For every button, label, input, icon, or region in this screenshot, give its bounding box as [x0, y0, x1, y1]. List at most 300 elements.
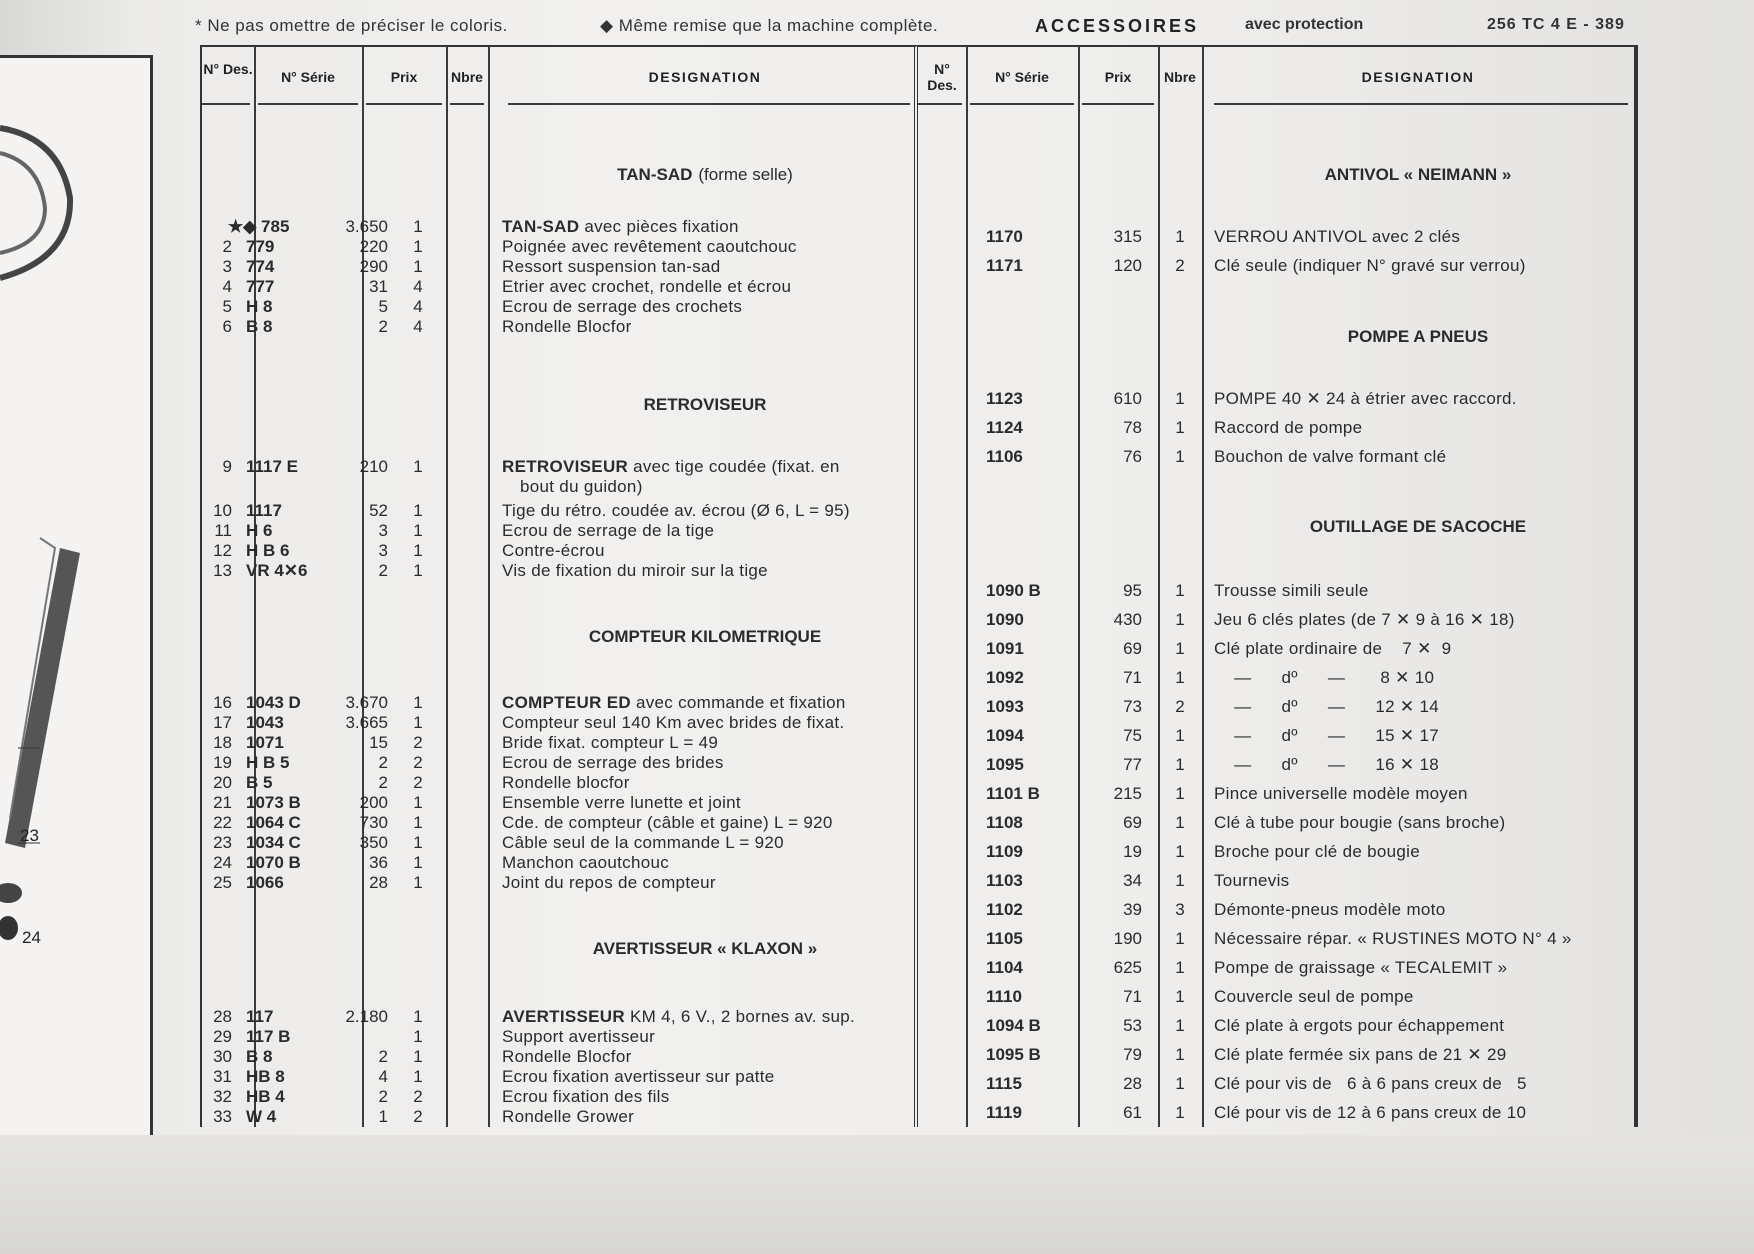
row-des-number: 12 [213, 541, 232, 560]
row-des-number: 25 [213, 873, 232, 892]
row-quantity: 1 [413, 521, 423, 540]
row-designation [502, 1087, 670, 1107]
table-row [918, 929, 1634, 949]
row-serial-number: H 8 [246, 297, 273, 316]
row-serial-number: 774 [246, 257, 275, 276]
row-quantity: 2 [413, 1107, 423, 1126]
row-designation-text: bout du guidon) [520, 477, 643, 496]
row-price: 200 [359, 793, 388, 812]
row-designation [502, 793, 741, 813]
row-designation-text: Manchon caoutchouc [502, 853, 670, 872]
table-row [918, 418, 1634, 438]
row-des-number: 28 [213, 1007, 232, 1026]
row-designation-text: Rondelle Blocfor [502, 1047, 632, 1066]
table-row [202, 521, 916, 541]
row-price: 190 [1113, 929, 1142, 948]
row-serial-number: B 8 [246, 317, 273, 336]
row-designation: Clé pour vis de 6 à 6 pans creux de 5 [1214, 1074, 1527, 1093]
row-quantity: 1 [1175, 1045, 1185, 1064]
row-des-number: 24 [213, 853, 232, 872]
row-quantity: 2 [1175, 256, 1185, 275]
row-serial-number: 1043 [246, 713, 284, 732]
row-quantity: 2 [413, 1087, 423, 1106]
row-designation: POMPE 40 ✕ 24 à étrier avec raccord. [1214, 389, 1517, 408]
row-quantity: 1 [1175, 610, 1185, 629]
row-price: 15 [369, 733, 388, 752]
row-des-number: 13 [213, 561, 232, 580]
right-parts-table [914, 45, 1638, 1127]
row-price: 79 [1123, 1045, 1142, 1064]
row-price: 215 [1113, 784, 1142, 803]
row-price: 73 [1123, 697, 1142, 716]
section-title [500, 395, 910, 415]
row-price: 71 [1123, 987, 1142, 1006]
row-des-number: 19 [213, 753, 232, 772]
row-designation [502, 561, 768, 581]
row-designation: Trousse simili seule [1214, 581, 1369, 600]
row-designation [502, 277, 791, 297]
row-quantity: 1 [1175, 726, 1185, 745]
row-price: 5 [378, 297, 388, 316]
row-designation: Pompe de graissage « TECALEMIT » [1214, 958, 1508, 977]
table-row [918, 610, 1634, 630]
row-designation-text: Etrier avec crochet, rondelle et écrou [502, 277, 792, 296]
row-serial-number: 777 [246, 277, 275, 296]
row-serial-number: 1117 [246, 501, 282, 520]
row-quantity: 1 [1175, 929, 1185, 948]
row-serial-number: H B 5 [246, 753, 290, 772]
row-designation-bold: RETROVISEUR [502, 457, 629, 476]
row-des-number: 3 [222, 257, 232, 276]
row-quantity: 1 [1175, 1016, 1185, 1035]
row-designation [502, 457, 840, 477]
section-title [500, 627, 910, 647]
row-designation-text: Compteur seul 140 Km avec brides de fixat. [502, 713, 845, 732]
row-des-number: 17 [213, 713, 232, 732]
row-designation-text: Ecrou de serrage de la tige [502, 521, 715, 540]
row-price: 610 [1113, 389, 1142, 408]
row-price: 3.670 [345, 693, 388, 712]
row-quantity: 2 [413, 733, 423, 752]
table-row [202, 317, 916, 337]
row-designation [502, 773, 630, 793]
row-serial-number: 1071 [246, 733, 284, 752]
row-price: 31 [369, 277, 388, 296]
table-row [918, 958, 1634, 978]
row-price: 210 [359, 457, 388, 476]
section-title-suffix: (forme selle) [698, 165, 793, 184]
table-row [202, 813, 916, 833]
section-title: POMPE A PNEUS [1347, 327, 1489, 346]
row-serial-number: 1170 [986, 227, 1023, 246]
row-designation-text: avec tige coudée (fixat. en [628, 457, 840, 476]
row-price: 77 [1123, 755, 1142, 774]
row-designation-text: Rondelle Grower [502, 1107, 635, 1126]
row-designation [502, 693, 846, 713]
row-designation-text: Ecrou de serrage des crochets [502, 297, 743, 316]
row-serial-number: 1034 C [246, 833, 301, 852]
row-des-number: 20 [213, 773, 232, 792]
row-quantity: 1 [1175, 227, 1185, 246]
row-serial-number: H B 6 [246, 541, 290, 560]
table-row [918, 1016, 1634, 1036]
row-designation-text: Ecrou de serrage des brides [502, 753, 724, 772]
row-designation [502, 1067, 775, 1087]
table-row [202, 501, 916, 521]
row-quantity: 1 [413, 1047, 423, 1066]
row-serial-number: ★◆ 785 [228, 217, 290, 236]
row-price: 3.650 [345, 217, 388, 236]
row-designation-text: Ecrou fixation des fils [502, 1087, 670, 1106]
row-designation [502, 541, 605, 561]
row-serial-number: 1123 [986, 389, 1023, 408]
row-serial-number: 1095 B [986, 1045, 1041, 1064]
table-row [202, 833, 916, 853]
row-quantity: 1 [413, 1067, 423, 1086]
row-des-number: 29 [213, 1027, 232, 1046]
row-serial-number: 1066 [246, 873, 284, 892]
figure-label-24: 24 [22, 928, 41, 947]
row-quantity: 1 [1175, 784, 1185, 803]
page-bottom-margin [0, 1135, 1754, 1254]
row-des-number: 5 [222, 297, 232, 316]
col-header-serie: N° Série [281, 69, 335, 85]
table-row [202, 693, 916, 713]
table-row [202, 1107, 916, 1127]
row-designation-text: Câble seul de la commande L = 920 [502, 833, 784, 852]
row-des-number: 23 [213, 833, 232, 852]
row-serial-number: 1105 [986, 929, 1023, 948]
row-price: 95 [1123, 581, 1142, 600]
row-quantity: 1 [1175, 842, 1185, 861]
table-row [918, 697, 1634, 717]
row-designation-text: Poignée avec revêtement caoutchouc [502, 237, 797, 256]
row-serial-number: 1171 [986, 256, 1023, 275]
row-quantity: 4 [413, 277, 423, 296]
row-serial-number: B 8 [246, 1047, 273, 1066]
row-serial-number: 1091 [986, 639, 1024, 658]
row-price: 28 [1123, 1074, 1142, 1093]
section-title-main: AVERTISSEUR « KLAXON » [592, 939, 818, 958]
row-des-number: 4 [222, 277, 232, 296]
row-price: 1 [378, 1107, 388, 1126]
row-price: 2 [378, 1047, 388, 1066]
row-quantity: 1 [413, 237, 423, 256]
row-designation: Bouchon de valve formant clé [1214, 447, 1447, 466]
row-quantity: 4 [413, 317, 423, 336]
row-serial-number: 1094 [986, 726, 1024, 745]
row-designation-text: Bride fixat. compteur L = 49 [502, 733, 719, 752]
row-designation-text: Joint du repos de compteur [502, 873, 716, 892]
page-reference: 256 TC 4 E - 389 [1487, 16, 1625, 33]
row-quantity: 1 [413, 561, 423, 580]
row-price: 430 [1113, 610, 1142, 629]
row-designation-text: Cde. de compteur (câble et gaine) L = 920 [502, 813, 833, 832]
row-designation-text: Vis de fixation du miroir sur la tige [502, 561, 768, 580]
row-designation-text: Ecrou fixation avertisseur sur patte [502, 1067, 775, 1086]
row-designation-bold: COMPTEUR ED [502, 693, 631, 712]
row-des-number: 33 [213, 1107, 232, 1126]
table-row [202, 873, 916, 893]
row-serial-number: 1094 B [986, 1016, 1041, 1035]
row-designation-text: Support avertisseur [502, 1027, 656, 1046]
row-designation [520, 477, 643, 497]
row-quantity: 1 [1175, 958, 1185, 977]
table-row [918, 784, 1634, 804]
table-row [918, 668, 1634, 688]
table-row [918, 227, 1634, 247]
row-quantity: 1 [413, 541, 423, 560]
row-des-number: 22 [213, 813, 232, 832]
row-price: 76 [1123, 447, 1142, 466]
table-row [918, 842, 1634, 862]
row-quantity: 1 [413, 257, 423, 276]
row-serial-number: 117 B [246, 1027, 291, 1046]
row-serial-number: 1119 [986, 1103, 1022, 1122]
row-serial-number: VR 4✕6 [246, 561, 308, 580]
row-price: 350 [359, 833, 388, 852]
figure-label-23: 23 [20, 826, 39, 845]
row-serial-number: 1093 [986, 697, 1024, 716]
table-row [918, 726, 1634, 746]
row-price: 3 [378, 521, 388, 540]
row-designation-text: Rondelle Blocfor [502, 317, 632, 336]
table-row [202, 477, 916, 497]
row-des-number: 6 [222, 317, 232, 336]
table-row [202, 257, 916, 277]
row-designation: Clé plate fermée six pans de 21 ✕ 29 [1214, 1045, 1507, 1064]
row-quantity: 1 [413, 693, 423, 712]
table-row [918, 755, 1634, 775]
row-serial-number: 1102 [986, 900, 1023, 919]
table-row [202, 1007, 916, 1027]
row-designation [502, 1047, 632, 1067]
row-quantity: 1 [1175, 987, 1185, 1006]
row-designation: Broche pour clé de bougie [1214, 842, 1420, 861]
row-designation-text: Rondelle blocfor [502, 773, 630, 792]
row-price: 78 [1123, 418, 1142, 437]
col-header-designation: DESIGNATION [648, 69, 762, 85]
row-des-number: 16 [213, 693, 232, 712]
row-price: 28 [369, 873, 388, 892]
row-designation [502, 217, 739, 237]
row-designation-text: Tige du rétro. coudée av. écrou (Ø 6, L = 95) [502, 501, 850, 520]
row-serial-number: 1115 [986, 1074, 1022, 1093]
row-quantity: 2 [413, 753, 423, 772]
row-price: 4 [378, 1067, 388, 1086]
row-designation: Clé pour vis de 12 à 6 pans creux de 10 [1214, 1103, 1527, 1122]
table-row [202, 753, 916, 773]
row-designation [502, 1107, 634, 1127]
row-designation: Clé à tube pour bougie (sans broche) [1214, 813, 1506, 832]
row-serial-number: 1043 D [246, 693, 301, 712]
row-designation [502, 753, 724, 773]
table-row [918, 987, 1634, 1007]
row-price: 2 [378, 773, 388, 792]
row-price: 315 [1113, 227, 1142, 246]
table-row [202, 1027, 916, 1047]
row-quantity: 1 [413, 1007, 423, 1026]
row-price: 19 [1123, 842, 1142, 861]
row-serial-number: B 5 [246, 773, 273, 792]
row-designation: — dº — 15 ✕ 17 [1214, 726, 1439, 745]
page-header [195, 12, 1754, 42]
table-row [202, 297, 916, 317]
row-designation: Couvercle seul de pompe [1214, 987, 1414, 1006]
section-title: ANTIVOL « NEIMANN » [1324, 165, 1512, 184]
row-price: 52 [369, 501, 388, 520]
col-header-nbre: Nbre [451, 69, 483, 85]
row-designation-bold: TAN-SAD [502, 217, 580, 236]
row-quantity: 1 [413, 217, 423, 236]
row-price: 3 [378, 541, 388, 560]
row-designation [502, 501, 850, 521]
row-quantity: 1 [1175, 581, 1185, 600]
row-serial-number: 1117 E [246, 457, 299, 476]
row-serial-number: 1124 [986, 418, 1023, 437]
row-price: 730 [359, 813, 388, 832]
col-header-serie-right: N° Série [995, 69, 1049, 85]
table-row [918, 447, 1634, 467]
section-title [500, 165, 910, 185]
table-row [202, 541, 916, 561]
row-designation [502, 833, 784, 853]
row-serial-number: 117 [246, 1007, 274, 1026]
table-row [202, 277, 916, 297]
row-price: 220 [359, 237, 388, 256]
row-designation: Raccord de pompe [1214, 418, 1363, 437]
row-price: 61 [1123, 1103, 1142, 1122]
row-quantity: 1 [1175, 1103, 1185, 1122]
row-quantity: 4 [413, 297, 423, 316]
row-price: 2 [378, 317, 388, 336]
row-serial-number: HB 4 [246, 1087, 285, 1106]
section-title: OUTILLAGE DE SACOCHE [1309, 517, 1527, 536]
row-designation [502, 1027, 655, 1047]
row-quantity: 1 [1175, 639, 1185, 658]
row-price: 53 [1123, 1016, 1142, 1035]
row-des-number: 31 [213, 1067, 232, 1086]
row-quantity: 1 [413, 457, 423, 476]
row-designation-text: KM 4, 6 V., 2 bornes av. sup. [624, 1007, 856, 1026]
table-row [202, 853, 916, 873]
table-row [202, 793, 916, 813]
row-designation-text: Ensemble verre lunette et joint [502, 793, 741, 812]
row-price: 2 [378, 561, 388, 580]
row-serial-number: 1070 B [246, 853, 301, 872]
table-row [918, 871, 1634, 891]
row-des-number: 2 [222, 237, 232, 256]
table-row [918, 256, 1634, 276]
row-des-number: 11 [214, 521, 232, 540]
col-header-designation-right: DESIGNATION [1361, 69, 1475, 85]
table-row [918, 639, 1634, 659]
table-row [202, 773, 916, 793]
row-designation: Démonte-pneus modèle moto [1214, 900, 1446, 919]
row-designation [502, 873, 716, 893]
row-quantity: 1 [413, 713, 423, 732]
section-title-main: RETROVISEUR [643, 395, 767, 414]
row-quantity: 1 [1175, 418, 1185, 437]
col-header-prix-right: Prix [1104, 69, 1132, 85]
table-row [918, 581, 1634, 601]
row-quantity: 3 [1175, 900, 1185, 919]
table-row [202, 1087, 916, 1107]
row-quantity: 1 [1175, 871, 1185, 890]
row-quantity: 1 [413, 833, 423, 852]
row-quantity: 1 [1175, 389, 1185, 408]
row-price: 69 [1123, 639, 1142, 658]
row-quantity: 1 [1175, 447, 1185, 466]
table-row [202, 237, 916, 257]
table-row [202, 1067, 916, 1087]
row-serial-number: 1090 [986, 610, 1024, 629]
row-serial-number: 1073 B [246, 793, 301, 812]
row-designation: Tournevis [1214, 871, 1290, 890]
row-serial-number: HB 8 [246, 1067, 285, 1086]
row-designation [502, 713, 844, 733]
table-row [202, 1047, 916, 1067]
row-serial-number: 1106 [986, 447, 1023, 466]
row-des-number: 18 [213, 733, 232, 752]
row-serial-number: 1109 [986, 842, 1023, 861]
section-title [500, 939, 910, 959]
page-subtitle: avec protection [1245, 16, 1364, 33]
row-designation-text: avec pièces fixation [579, 217, 739, 236]
row-price: 75 [1123, 726, 1142, 745]
row-quantity: 1 [413, 813, 423, 832]
row-des-number: 9 [222, 457, 232, 476]
row-price: 2 [378, 1087, 388, 1106]
row-designation [502, 237, 797, 257]
row-quantity: 1 [1175, 1074, 1185, 1093]
page-title: ACCESSOIRES [1035, 16, 1200, 36]
row-designation: — dº — 12 ✕ 14 [1214, 697, 1439, 716]
row-price: 2.180 [345, 1007, 388, 1026]
row-serial-number: 1101 B [986, 784, 1040, 803]
row-price: 71 [1123, 668, 1142, 687]
row-serial-number: 1090 B [986, 581, 1041, 600]
row-serial-number: 1104 [986, 958, 1023, 977]
row-designation [502, 317, 632, 337]
row-quantity: 1 [413, 1027, 423, 1046]
row-designation-text: avec commande et fixation [630, 693, 846, 712]
table-row [918, 813, 1634, 833]
row-price: 2 [378, 753, 388, 772]
row-designation [502, 521, 714, 541]
table-row [918, 1045, 1634, 1065]
row-designation: Nécessaire répar. « RUSTINES MOTO N° 4 » [1214, 929, 1572, 948]
row-serial-number: 1110 [986, 987, 1022, 1006]
table-row [202, 457, 916, 477]
row-serial-number: 1108 [986, 813, 1023, 832]
row-designation [502, 733, 718, 753]
row-serial-number: 1103 [986, 871, 1023, 890]
table-row [918, 900, 1634, 920]
table-row [918, 1103, 1634, 1123]
row-price: 3.665 [345, 713, 388, 732]
row-designation-bold: AVERTISSEUR [502, 1007, 625, 1026]
note-remise: ◆ Même remise que la machine complète. [600, 16, 939, 35]
row-price: 36 [369, 853, 388, 872]
row-quantity: 1 [413, 873, 423, 892]
row-serial-number: W 4 [246, 1107, 277, 1126]
row-serial-number: 1092 [986, 668, 1024, 687]
row-quantity: 1 [1175, 813, 1185, 832]
col-header-des-right: N° Des. [927, 61, 957, 93]
row-designation-text: Contre-écrou [502, 541, 605, 560]
row-designation: Clé seule (indiquer N° gravé sur verrou) [1214, 256, 1526, 275]
